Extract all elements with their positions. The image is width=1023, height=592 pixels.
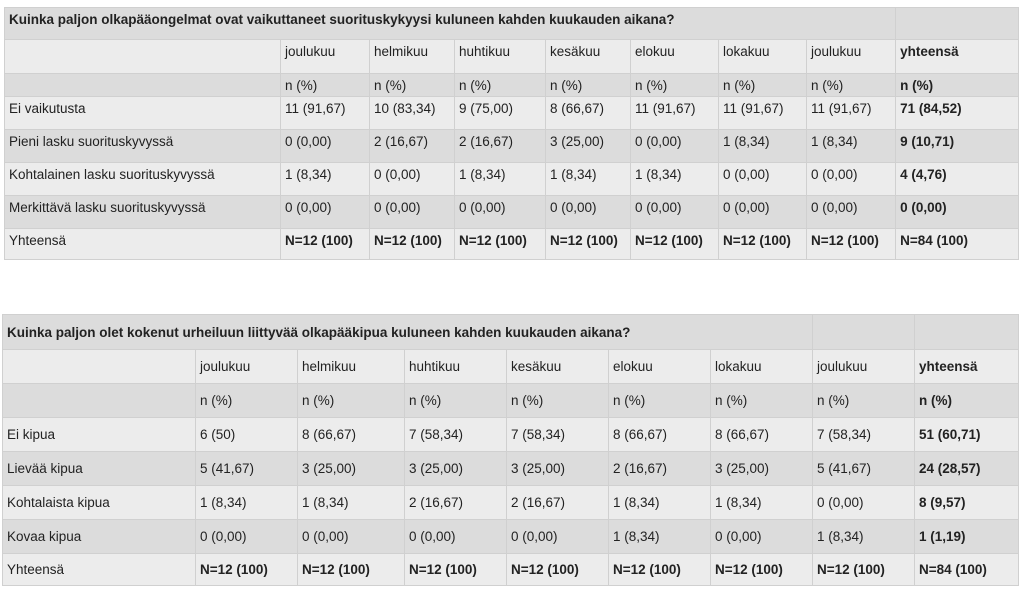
- value-cell: 0 (0,00): [711, 520, 813, 554]
- value-cell: 1 (8,34): [609, 520, 711, 554]
- unit-header: n (%): [546, 74, 631, 97]
- value-cell: 0 (0,00): [370, 163, 455, 196]
- value-cell: 2 (16,67): [507, 486, 609, 520]
- value-cell: 1 (8,34): [813, 520, 915, 554]
- value-cell: 6 (50): [196, 418, 298, 452]
- value-cell: 9 (10,71): [896, 130, 1019, 163]
- unit-header: n (%): [196, 384, 298, 418]
- value-cell: 8 (66,67): [711, 418, 813, 452]
- value-cell: 1 (8,34): [631, 163, 719, 196]
- value-cell: 3 (25,00): [711, 452, 813, 486]
- unit-header: n (%): [370, 74, 455, 97]
- value-cell: 5 (41,67): [196, 452, 298, 486]
- unit-header: n (%): [807, 74, 896, 97]
- value-cell: 3 (25,00): [546, 130, 631, 163]
- column-header: yhteensä: [896, 40, 1019, 74]
- column-header: lokakuu: [711, 350, 813, 384]
- value-cell: 8 (66,67): [609, 418, 711, 452]
- value-cell: 11 (91,67): [631, 97, 719, 130]
- shoulder-pain-table: [2, 314, 1019, 586]
- value-cell: 0 (0,00): [298, 520, 405, 554]
- value-cell: 0 (0,00): [719, 196, 807, 229]
- unit-header: n (%): [719, 74, 807, 97]
- value-cell: 0 (0,00): [896, 196, 1019, 229]
- table-row: [5, 196, 1019, 229]
- value-cell: 2 (16,67): [370, 130, 455, 163]
- row-label: Lievää kipua: [3, 452, 196, 486]
- row-label: Pieni lasku suorituskyvyssä: [5, 130, 281, 163]
- value-cell: N=84 (100): [915, 554, 1019, 586]
- table-row: [3, 350, 1019, 384]
- unit-header: n (%): [298, 384, 405, 418]
- value-cell: 0 (0,00): [455, 196, 546, 229]
- value-cell: 0 (0,00): [631, 130, 719, 163]
- value-cell: 1 (8,34): [609, 486, 711, 520]
- table-row: [5, 229, 1019, 260]
- value-cell: 0 (0,00): [719, 163, 807, 196]
- unit-header: n (%): [896, 74, 1019, 97]
- column-header: lokakuu: [719, 40, 807, 74]
- value-cell: 0 (0,00): [813, 486, 915, 520]
- value-cell: N=12 (100): [631, 229, 719, 260]
- column-header: elokuu: [609, 350, 711, 384]
- value-cell: 8 (66,67): [298, 418, 405, 452]
- table-row: [3, 418, 1019, 452]
- column-header: helmikuu: [370, 40, 455, 74]
- table-row: [3, 384, 1019, 418]
- value-cell: 1 (8,34): [711, 486, 813, 520]
- value-cell: 1 (8,34): [455, 163, 546, 196]
- value-cell: N=12 (100): [507, 554, 609, 586]
- value-cell: 0 (0,00): [405, 520, 507, 554]
- value-cell: 8 (66,67): [546, 97, 631, 130]
- value-cell: 1 (8,34): [807, 130, 896, 163]
- value-cell: 1 (8,34): [546, 163, 631, 196]
- table-row: [3, 520, 1019, 554]
- empty-cell: [3, 350, 196, 384]
- value-cell: 9 (75,00): [455, 97, 546, 130]
- table-row: [5, 8, 1019, 40]
- value-cell: 5 (41,67): [813, 452, 915, 486]
- value-cell: N=12 (100): [609, 554, 711, 586]
- value-cell: 11 (91,67): [719, 97, 807, 130]
- row-label: Ei kipua: [3, 418, 196, 452]
- column-header: helmikuu: [298, 350, 405, 384]
- row-label: Kovaa kipua: [3, 520, 196, 554]
- value-cell: 1 (1,19): [915, 520, 1019, 554]
- row-label: Kohtalaista kipua: [3, 486, 196, 520]
- table-row: [5, 163, 1019, 196]
- value-cell: 3 (25,00): [405, 452, 507, 486]
- value-cell: 1 (8,34): [281, 163, 370, 196]
- column-header: joulukuu: [813, 350, 915, 384]
- empty-cell: [5, 74, 281, 97]
- table-row: [5, 130, 1019, 163]
- unit-header: n (%): [915, 384, 1019, 418]
- unit-header: n (%): [711, 384, 813, 418]
- table-row: [5, 97, 1019, 130]
- value-cell: 0 (0,00): [546, 196, 631, 229]
- value-cell: 1 (8,34): [196, 486, 298, 520]
- value-cell: 3 (25,00): [507, 452, 609, 486]
- value-cell: 2 (16,67): [609, 452, 711, 486]
- column-header: joulukuu: [807, 40, 896, 74]
- value-cell: 0 (0,00): [807, 163, 896, 196]
- empty-cell: [896, 8, 1019, 40]
- row-label: Yhteensä: [3, 554, 196, 586]
- value-cell: N=12 (100): [281, 229, 370, 260]
- value-cell: 7 (58,34): [507, 418, 609, 452]
- table-row: [3, 315, 1019, 350]
- value-cell: 0 (0,00): [281, 130, 370, 163]
- value-cell: N=12 (100): [298, 554, 405, 586]
- unit-header: n (%): [455, 74, 546, 97]
- table-title: Kuinka paljon olet kokenut urheiluun liittyvää olkapääkipua kuluneen kahden kuukauden aikana?: [3, 315, 813, 350]
- unit-header: n (%): [609, 384, 711, 418]
- value-cell: N=12 (100): [196, 554, 298, 586]
- value-cell: N=12 (100): [405, 554, 507, 586]
- unit-header: n (%): [281, 74, 370, 97]
- empty-cell: [813, 315, 915, 350]
- row-label: Kohtalainen lasku suorituskyvyssä: [5, 163, 281, 196]
- table-title: Kuinka paljon olkapääongelmat ovat vaikuttaneet suorituskykyysi kuluneen kahden kuukauden aikana?: [5, 8, 896, 40]
- column-header: yhteensä: [915, 350, 1019, 384]
- row-label: Merkittävä lasku suorituskyvyssä: [5, 196, 281, 229]
- value-cell: N=12 (100): [455, 229, 546, 260]
- value-cell: 0 (0,00): [507, 520, 609, 554]
- empty-cell: [915, 315, 1019, 350]
- value-cell: 10 (83,34): [370, 97, 455, 130]
- value-cell: 3 (25,00): [298, 452, 405, 486]
- value-cell: 2 (16,67): [455, 130, 546, 163]
- column-header: elokuu: [631, 40, 719, 74]
- column-header: joulukuu: [196, 350, 298, 384]
- value-cell: 2 (16,67): [405, 486, 507, 520]
- value-cell: 8 (9,57): [915, 486, 1019, 520]
- value-cell: 0 (0,00): [807, 196, 896, 229]
- value-cell: N=12 (100): [711, 554, 813, 586]
- value-cell: 4 (4,76): [896, 163, 1019, 196]
- value-cell: 7 (58,34): [813, 418, 915, 452]
- unit-header: n (%): [405, 384, 507, 418]
- table-row: [3, 452, 1019, 486]
- unit-header: n (%): [507, 384, 609, 418]
- value-cell: N=12 (100): [813, 554, 915, 586]
- value-cell: 0 (0,00): [631, 196, 719, 229]
- column-header: huhtikuu: [455, 40, 546, 74]
- empty-cell: [5, 40, 281, 74]
- value-cell: N=12 (100): [719, 229, 807, 260]
- table-row: [5, 40, 1019, 74]
- performance-impact-table: [4, 7, 1019, 260]
- value-cell: 24 (28,57): [915, 452, 1019, 486]
- row-label: Ei vaikutusta: [5, 97, 281, 130]
- value-cell: N=12 (100): [546, 229, 631, 260]
- value-cell: 0 (0,00): [281, 196, 370, 229]
- value-cell: 0 (0,00): [196, 520, 298, 554]
- column-header: kesäkuu: [546, 40, 631, 74]
- value-cell: 71 (84,52): [896, 97, 1019, 130]
- value-cell: 7 (58,34): [405, 418, 507, 452]
- value-cell: 1 (8,34): [298, 486, 405, 520]
- value-cell: 1 (8,34): [719, 130, 807, 163]
- table-row: [3, 486, 1019, 520]
- empty-cell: [3, 384, 196, 418]
- table-row: [5, 74, 1019, 97]
- value-cell: N=84 (100): [896, 229, 1019, 260]
- column-header: kesäkuu: [507, 350, 609, 384]
- value-cell: 51 (60,71): [915, 418, 1019, 452]
- table-row: [3, 554, 1019, 586]
- value-cell: 0 (0,00): [370, 196, 455, 229]
- value-cell: 11 (91,67): [807, 97, 896, 130]
- unit-header: n (%): [813, 384, 915, 418]
- value-cell: N=12 (100): [807, 229, 896, 260]
- column-header: joulukuu: [281, 40, 370, 74]
- value-cell: N=12 (100): [370, 229, 455, 260]
- column-header: huhtikuu: [405, 350, 507, 384]
- unit-header: n (%): [631, 74, 719, 97]
- row-label: Yhteensä: [5, 229, 281, 260]
- value-cell: 11 (91,67): [281, 97, 370, 130]
